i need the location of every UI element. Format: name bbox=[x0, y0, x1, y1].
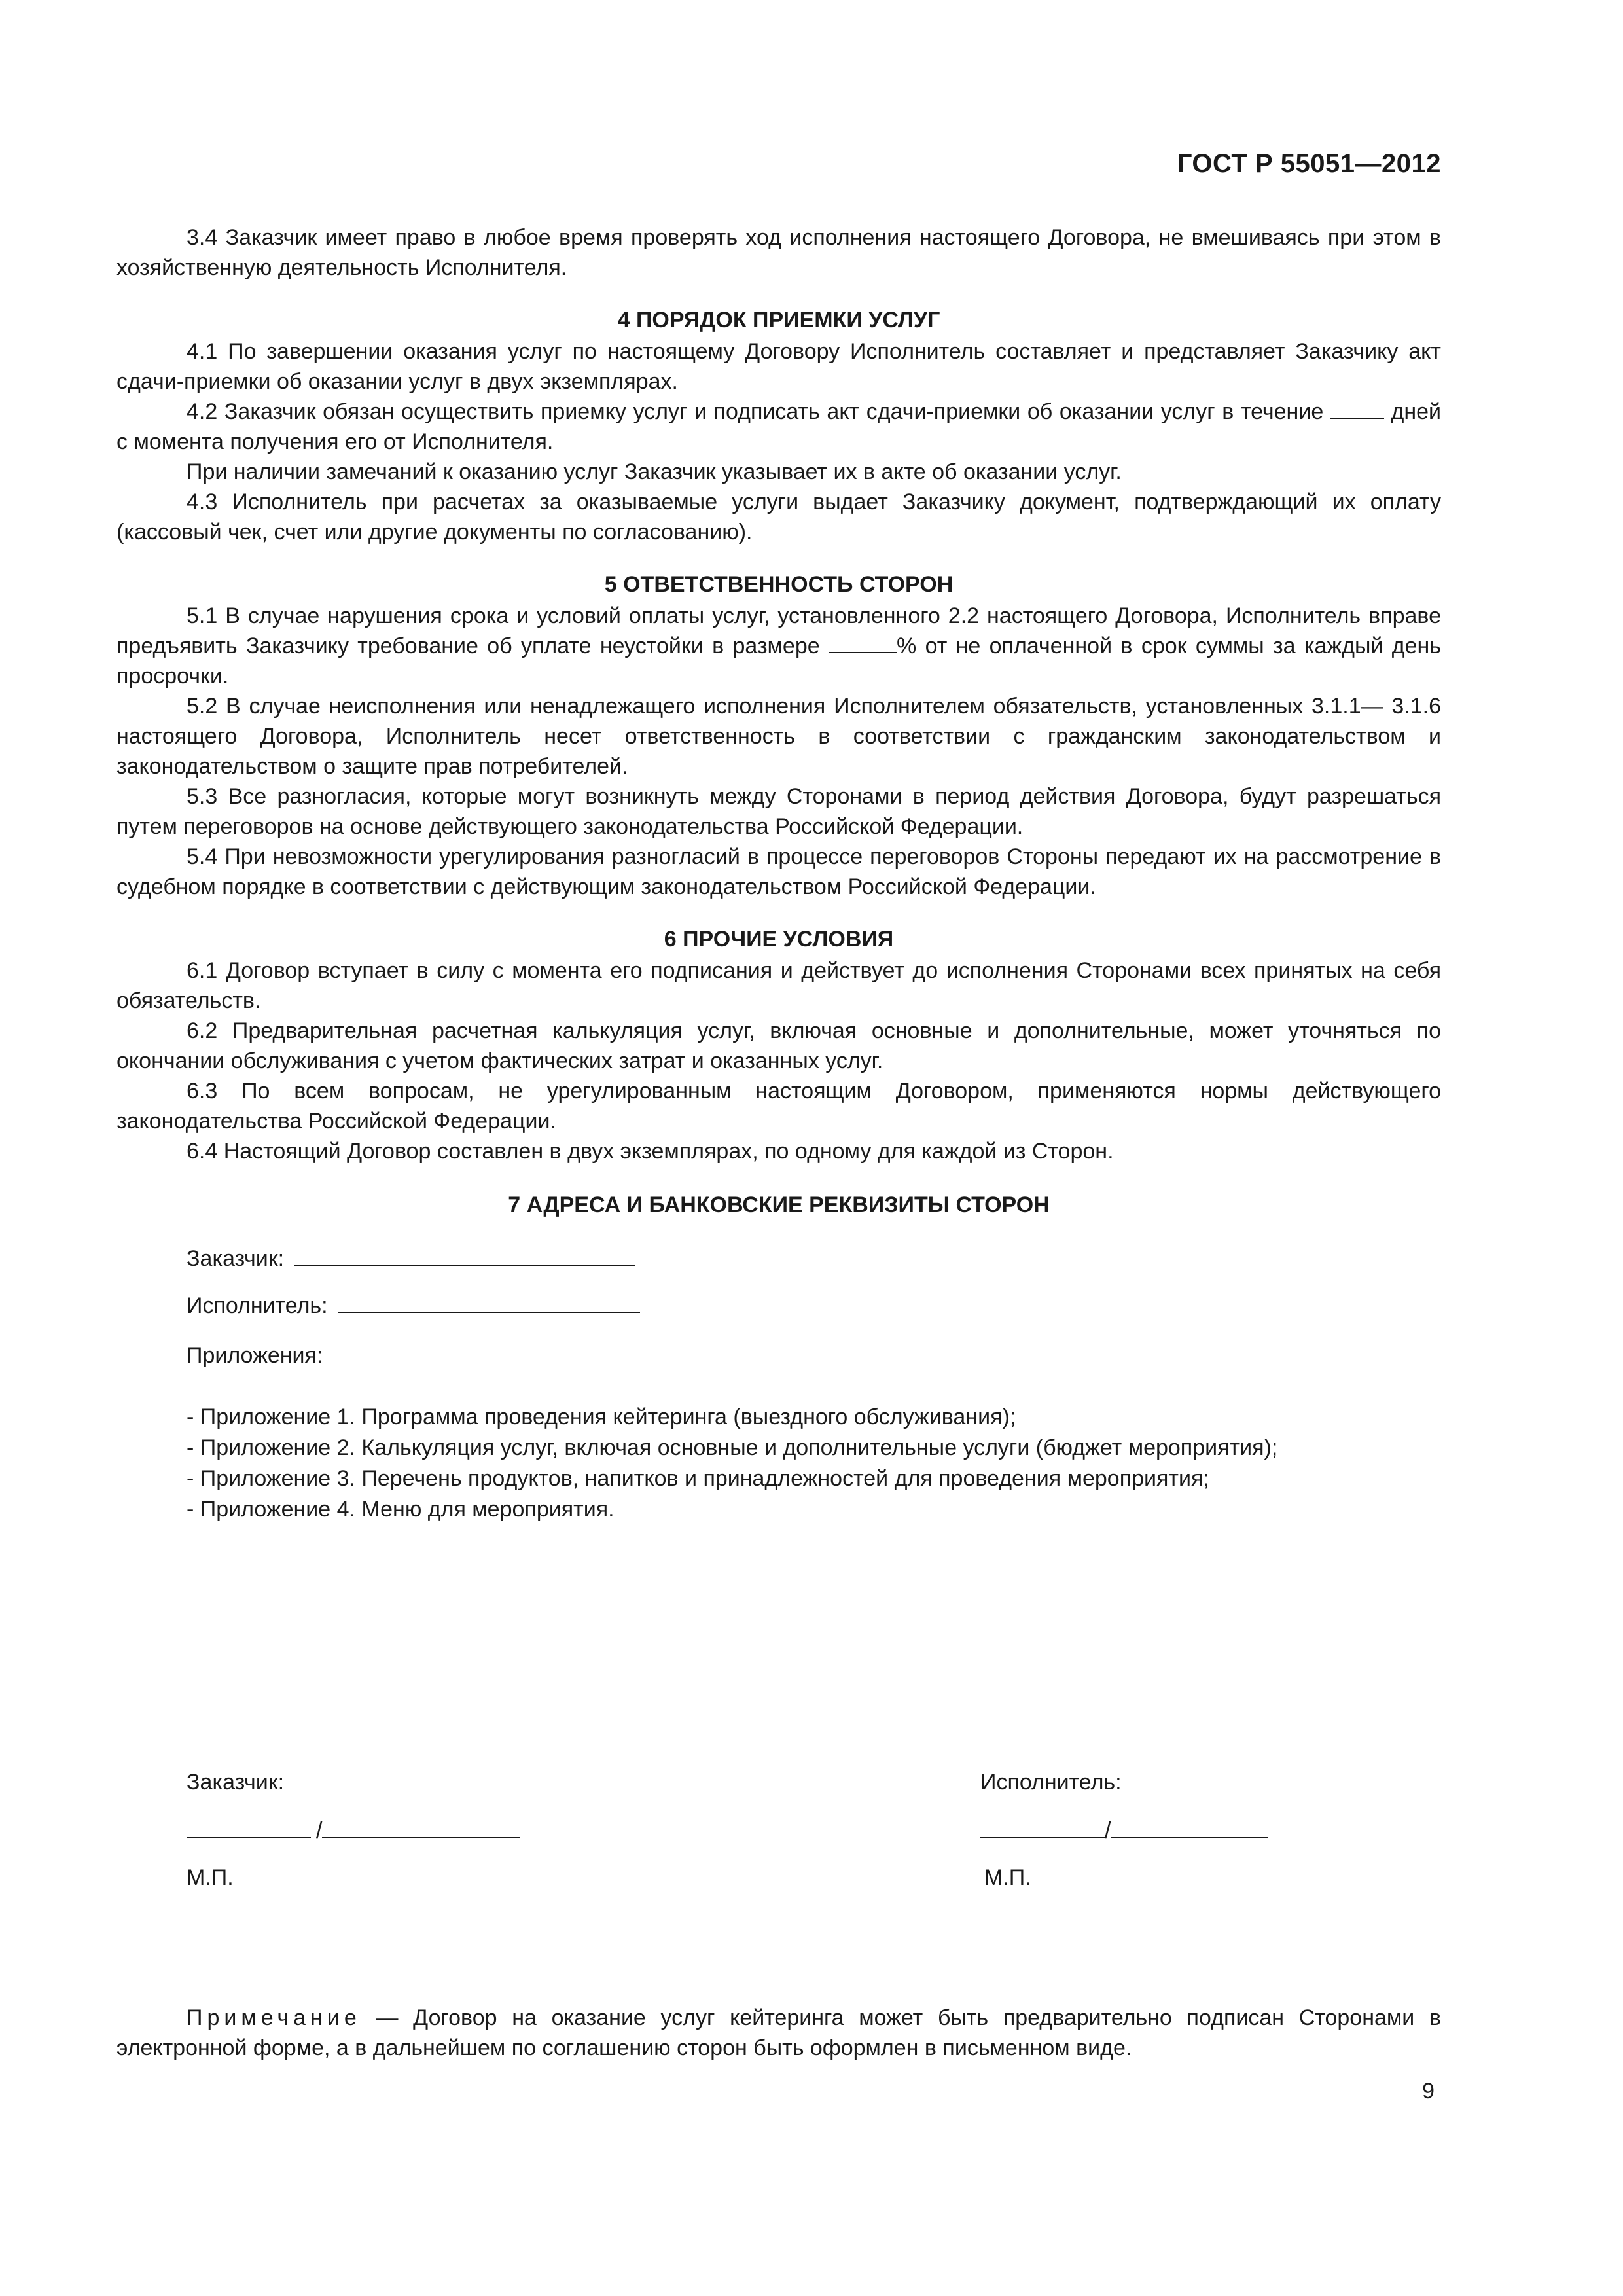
executor-signature-label: Исполнитель: bbox=[980, 1770, 1122, 1795]
customer-signature-line bbox=[187, 1816, 520, 1846]
document-page bbox=[116, 0, 1441, 2296]
clause-3-4: 3.4 Заказчик имеет право в любое время проверять ход исполнения настоящего Договора, не вмешиваясь при этом в хозяйственную деятельность Исполнителя. bbox=[116, 225, 1441, 280]
clause-5-1-text-b: % от не оплаченной в срок суммы за каждый день просрочки. bbox=[116, 634, 1441, 689]
customer-name-blank bbox=[322, 1817, 520, 1838]
signature-slash: / bbox=[1105, 1818, 1111, 1843]
executor-signature-block bbox=[980, 1767, 1268, 1893]
clause-5-1-text-a: 5.1 В случае нарушения срока и условий оплаты услуг, установленного 2.2 настоящего Договора, Исполнитель вправе предъявить Заказчику требование об уплате неустойки в размере bbox=[116, 603, 1441, 658]
customer-details-blank bbox=[294, 1245, 635, 1266]
note-text: — Договор на оказание услуг кейтеринга может быть предварительно подписан Сторонами в электронной форме, а в дальнейшем по соглашению сторон быть оформлен в письменном виде. bbox=[116, 2005, 1441, 2060]
executor-details-blank bbox=[338, 1292, 640, 1313]
clause-5-1 bbox=[116, 601, 1441, 691]
customer-signature-block bbox=[187, 1767, 520, 1893]
clause-4-2-remarks: При наличии замечаний к оказанию услуг Заказчик указывает их в акте об оказании услуг. bbox=[187, 459, 1122, 484]
clause-4-2 bbox=[116, 397, 1441, 457]
note-label: Примечание bbox=[187, 2005, 361, 2030]
note-paragraph bbox=[116, 2003, 1441, 2063]
executor-stamp: М.П. bbox=[984, 1865, 1031, 1890]
clause-5-3: 5.3 Все разногласия, которые могут возникнуть между Сторонами в период действия Договора, будут разрешаться путем переговоров на основе действующего законодательства Российской Федерации. bbox=[116, 784, 1441, 839]
clause-6-3: 6.3 По всем вопросам, не урегулированным настоящим Договором, применяются нормы действующего законодательства Российской Федерации. bbox=[116, 1079, 1441, 1134]
clause-4-2-text-a: 4.2 Заказчик обязан осуществить приемку услуг и подписать акт сдачи-приемки об оказании услуг в течение bbox=[187, 399, 1324, 424]
standard-header: ГОСТ Р 55051—2012 bbox=[1177, 149, 1441, 178]
attachments-label: Приложения: bbox=[187, 1343, 323, 1368]
section-5-title: 5 ОТВЕТСТВЕННОСТЬ СТОРОН bbox=[604, 572, 954, 597]
page-number: 9 bbox=[1422, 2079, 1435, 2104]
attachment-item: - Приложение 1. Программа проведения кейтеринга (выездного обслуживания); bbox=[187, 1405, 1016, 1429]
customer-signature-label: Заказчик: bbox=[187, 1770, 285, 1795]
section-7-title: 7 АДРЕСА И БАНКОВСКИЕ РЕКВИЗИТЫ СТОРОН bbox=[508, 1193, 1050, 1217]
clause-6-4: 6.4 Настоящий Договор составлен в двух экземплярах, по одному для каждой из Сторон. bbox=[187, 1139, 1114, 1164]
clause-5-4: 5.4 При невозможности урегулирования разногласий в процессе переговоров Стороны передают их на рассмотрение в судебном порядке в соответствии с действующим законодательством Российской Федерации. bbox=[116, 844, 1441, 899]
executor-name-blank bbox=[1111, 1817, 1268, 1838]
attachments-list bbox=[187, 1402, 1441, 1525]
attachment-item: - Приложение 4. Меню для мероприятия. bbox=[187, 1497, 615, 1522]
clause-6-1: 6.1 Договор вступает в силу с момента его подписания и действует до исполнения Сторонами всех принятых на себя обязательств. bbox=[116, 958, 1441, 1013]
document-body bbox=[116, 223, 1441, 1525]
clause-4-3: 4.3 Исполнитель при расчетах за оказываемые услуги выдает Заказчику документ, подтверждающий их оплату (кассовый чек, счет или другие документы по согласованию). bbox=[116, 490, 1441, 545]
customer-details-label: Заказчик: bbox=[187, 1246, 285, 1271]
clause-6-2: 6.2 Предварительная расчетная калькуляция услуг, включая основные и дополнительные, может уточняться по окончании обслуживания с учетом фактических затрат и оказанных услуг. bbox=[116, 1018, 1441, 1073]
executor-details-field bbox=[187, 1291, 1441, 1321]
days-blank bbox=[1330, 398, 1384, 419]
section-4-title: 4 ПОРЯДОК ПРИЕМКИ УСЛУГ bbox=[617, 308, 940, 332]
customer-signature-blank bbox=[187, 1817, 311, 1838]
clause-5-2: 5.2 В случае неисполнения или ненадлежащего исполнения Исполнителем обязательств, установленных 3.1.1— 3.1.6 настоящего Договора, Исполнитель несет ответственность в соответствии с гражданским законодательством и законодательством о защите прав потребителей. bbox=[116, 694, 1441, 779]
executor-signature-line bbox=[980, 1816, 1268, 1846]
customer-stamp: М.П. bbox=[187, 1865, 234, 1890]
customer-details-field bbox=[187, 1244, 1441, 1274]
clause-4-2-text-b: дней с момента получения его от Исполнителя. bbox=[116, 399, 1442, 454]
penalty-percent-blank bbox=[829, 632, 897, 653]
attachment-item: - Приложение 3. Перечень продуктов, напитков и принадлежностей для проведения мероприятия; bbox=[187, 1466, 1209, 1491]
signature-slash: / bbox=[316, 1818, 323, 1843]
executor-signature-blank bbox=[980, 1817, 1105, 1838]
executor-details-label: Исполнитель: bbox=[187, 1293, 328, 1318]
section-6-title: 6 ПРОЧИЕ УСЛОВИЯ bbox=[664, 927, 894, 952]
attachment-item: - Приложение 2. Калькуляция услуг, включая основные и дополнительные услуги (бюджет мероприятия); bbox=[187, 1435, 1278, 1460]
clause-4-1: 4.1 По завершении оказания услуг по настоящему Договору Исполнитель составляет и представляет Заказчику акт сдачи-приемки об оказании услуг в двух экземплярах. bbox=[116, 339, 1441, 394]
